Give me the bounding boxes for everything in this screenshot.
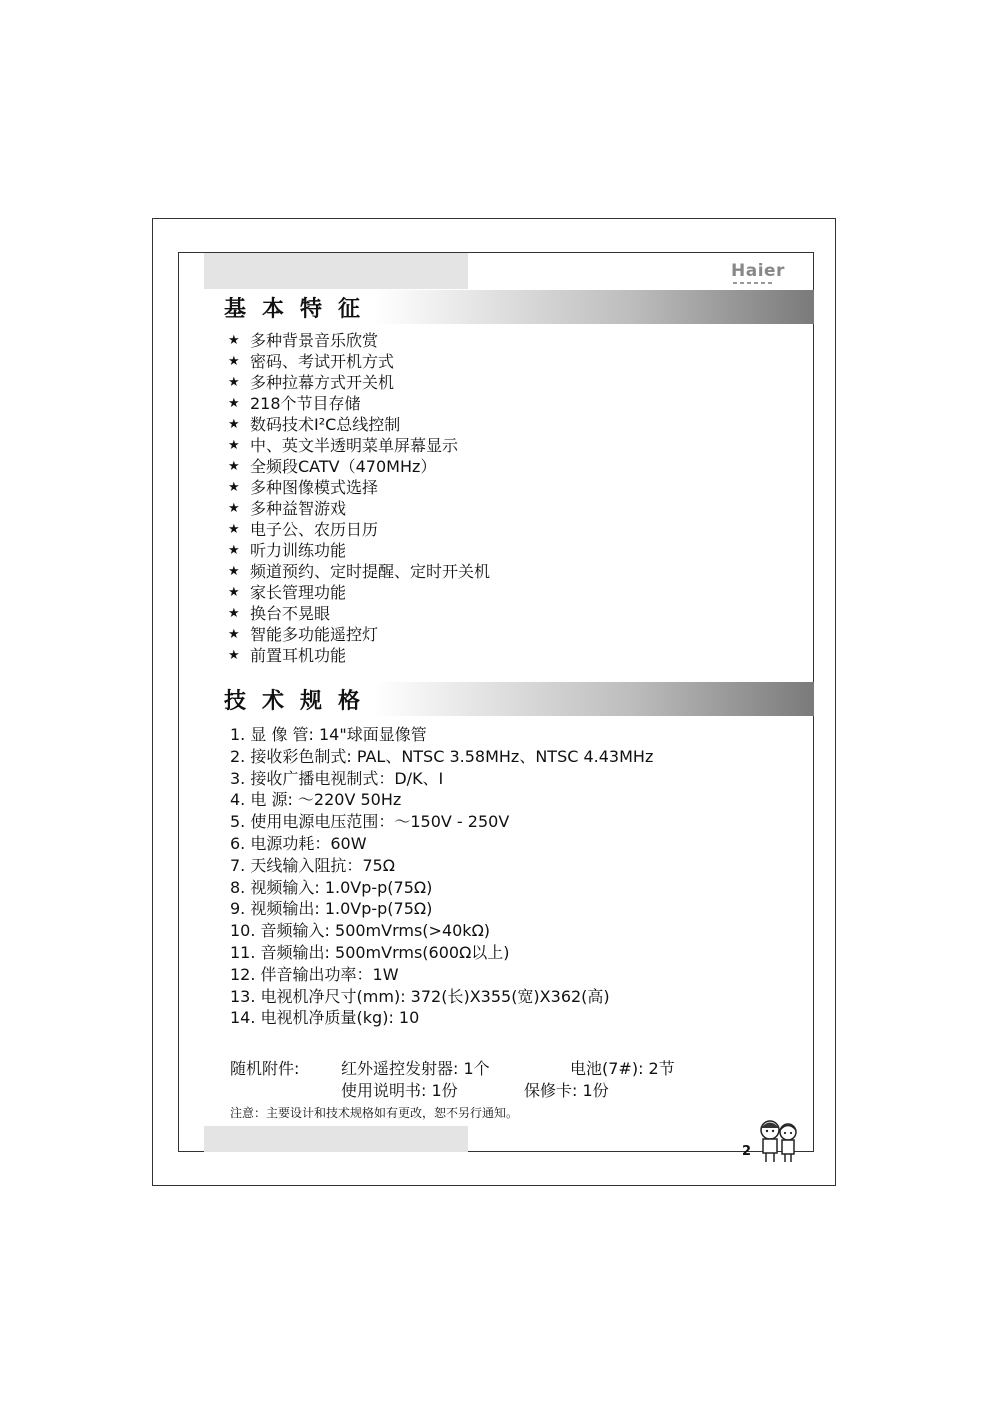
section-header-specs <box>204 682 814 716</box>
star-icon: ★ <box>228 606 240 621</box>
spec-item: 12. 伴音输出功率：1W <box>230 964 399 984</box>
spec-item: 5. 使用电源电压范围：～150V - 250V <box>230 812 510 832</box>
spec-item: 14. 电视机净质量(kg): 10 <box>230 1008 420 1028</box>
spec-item: 13. 电视机净尺寸(mm): 372(长)X355(宽)X362(高) <box>230 986 610 1006</box>
accessory-battery: 电池(7#): 2节 <box>570 1059 675 1078</box>
list-item: ★ 换台不晃眼 <box>228 604 331 623</box>
section-header-features <box>204 290 814 324</box>
list-item: ★ 多种图像模式选择 <box>228 478 379 497</box>
header-band <box>204 253 468 289</box>
notice-text: 注意：主要设计和技术规格如有更改，恕不另行通知。 <box>230 1106 519 1120</box>
spec-list <box>230 724 653 1029</box>
star-icon: ★ <box>228 522 240 537</box>
star-icon: ★ <box>228 396 240 411</box>
star-icon: ★ <box>228 417 240 432</box>
star-icon: ★ <box>228 438 240 453</box>
accessory-warranty-card: 保修卡: 1份 <box>524 1081 609 1100</box>
spec-item: 4. 电 源: ～220V 50Hz <box>230 790 402 810</box>
spec-item: 2. 接收彩色制式: PAL、NTSC 3.58MHz、NTSC 4.43MHz <box>230 746 654 766</box>
star-icon: ★ <box>228 648 240 663</box>
brand-logo-dots <box>731 282 791 284</box>
list-item: ★ 全频段CATV（470MHz） <box>228 457 437 476</box>
feature-list <box>228 330 490 666</box>
list-item: ★ 中、英文半透明菜单屏幕显示 <box>228 436 459 455</box>
spec-item: 3. 接收广播电视制式：D/K、I <box>230 768 444 788</box>
spec-item: 6. 电源功耗：60W <box>230 833 367 853</box>
spec-item: 10. 音频输入: 500mVrms(>40kΩ) <box>230 921 491 941</box>
spec-item: 11. 音频输出: 500mVrms(600Ω以上) <box>230 942 510 962</box>
star-icon: ★ <box>228 333 240 348</box>
section-title-features: 基本特征 <box>224 297 377 322</box>
list-item: ★ 电子公、农历日历 <box>228 520 379 539</box>
list-item: ★ 数码技术I²C总线控制 <box>228 415 401 434</box>
list-item: ★ 家长管理功能 <box>228 583 347 602</box>
list-item: ★ 听力训练功能 <box>228 541 347 560</box>
list-item: ★ 多种拉幕方式开关机 <box>228 373 395 392</box>
page-number: 2 <box>742 1144 752 1159</box>
spec-item: 7. 天线输入阻抗：75Ω <box>230 855 395 875</box>
star-icon: ★ <box>228 459 240 474</box>
brand-logo <box>731 261 791 287</box>
brand-logo-text: Haier <box>731 261 785 281</box>
list-item: ★ 多种背景音乐欣赏 <box>228 331 379 350</box>
mascot-icon <box>752 1116 804 1166</box>
star-icon: ★ <box>228 480 240 495</box>
list-item: ★ 密码、考试开机方式 <box>228 352 395 371</box>
accessory-manual: 使用说明书: 1份 <box>341 1081 458 1100</box>
accessory-remote: 红外遥控发射器: 1个 <box>341 1059 490 1078</box>
star-icon: ★ <box>228 564 240 579</box>
star-icon: ★ <box>228 354 240 369</box>
star-icon: ★ <box>228 375 240 390</box>
spec-item: 8. 视频输入: 1.0Vp-p(75Ω) <box>230 877 433 897</box>
list-item: ★ 多种益智游戏 <box>228 499 347 518</box>
star-icon: ★ <box>228 543 240 558</box>
star-icon: ★ <box>228 585 240 600</box>
star-icon: ★ <box>228 501 240 516</box>
list-item: ★ 智能多功能遥控灯 <box>228 625 379 644</box>
section-title-specs: 技术规格 <box>224 689 377 714</box>
spec-item: 1. 显 像 管: 14"球面显像管 <box>230 725 427 744</box>
list-item: ★ 218个节目存储 <box>228 394 361 413</box>
accessories-label: 随机附件: <box>230 1059 300 1078</box>
footer-band <box>204 1126 468 1152</box>
star-icon: ★ <box>228 627 240 642</box>
list-item: ★ 频道预约、定时提醒、定时开关机 <box>228 562 491 581</box>
spec-item: 9. 视频输出: 1.0Vp-p(75Ω) <box>230 899 433 919</box>
list-item: ★ 前置耳机功能 <box>228 646 347 665</box>
